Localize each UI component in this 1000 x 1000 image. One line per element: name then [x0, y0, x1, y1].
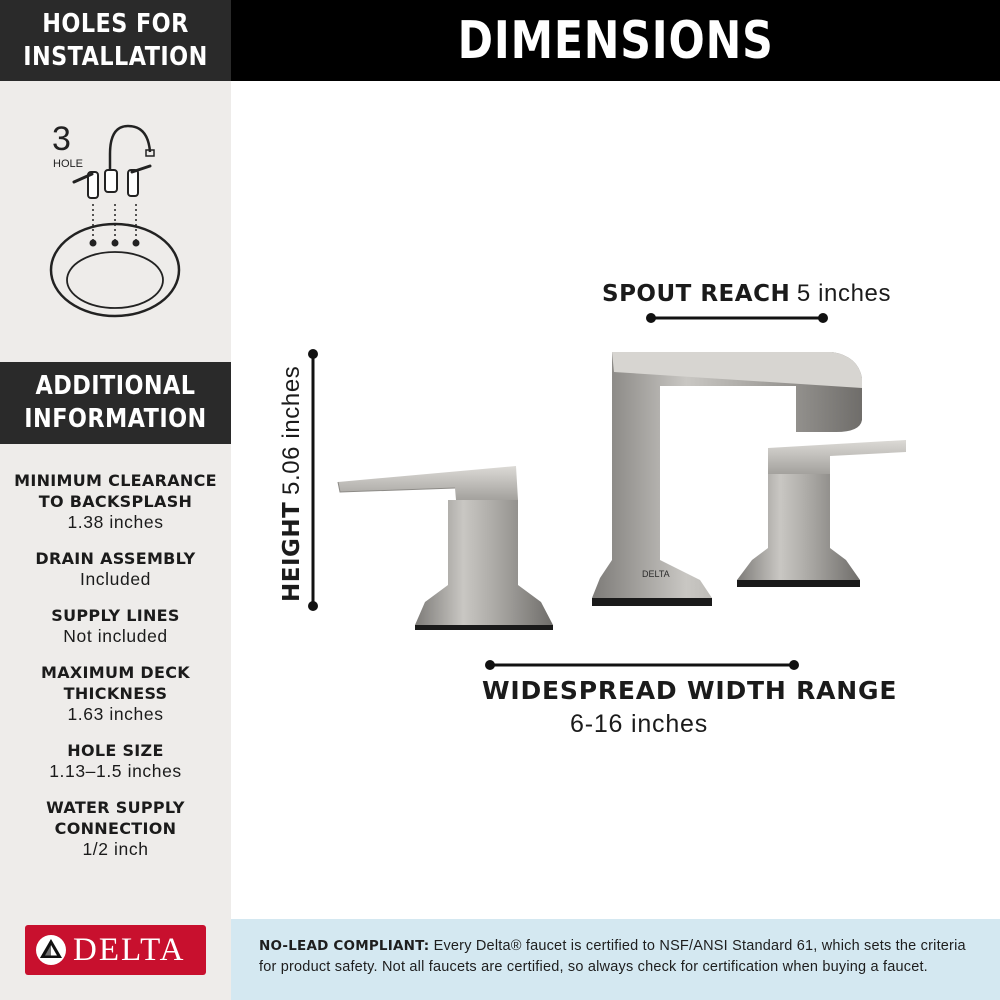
- spec-value: 1/2 inch: [82, 839, 149, 859]
- no-lead-compliance-note: [231, 919, 1000, 1000]
- faucet-brand-mark: DELTA: [642, 569, 670, 579]
- width-range-value: 6-16 inches: [570, 710, 709, 738]
- spec-label: MINIMUM CLEARANCE: [14, 471, 217, 490]
- spec-value: 1.38 inches: [67, 512, 164, 532]
- holes-header-line-2: INSTALLATION: [23, 41, 208, 72]
- page-title: DIMENSIONS: [457, 10, 774, 71]
- spout-reach-value: 5 inches: [796, 280, 892, 307]
- delta-logo-text: DELTA: [73, 931, 186, 968]
- delta-triangle-logo-icon: [35, 934, 67, 966]
- widespread-faucet-product-image: [338, 352, 906, 630]
- spec-value: 1.63 inches: [67, 704, 164, 724]
- hole-label-text: HOLE: [53, 158, 83, 170]
- height-title: HEIGHT: [279, 501, 305, 602]
- spec-value: Included: [80, 569, 151, 589]
- delta-logo: [25, 925, 206, 975]
- spec-label: HOLE SIZE: [67, 741, 164, 760]
- no-lead-compliant-text: Every Delta® faucet is certified to NSF/ANSI Standard 61, which sets the criteria for product safety. Not all faucets are certified, so always check for certification when buying a faucet.: [259, 938, 966, 975]
- height-value: 5.06 inches: [278, 365, 305, 495]
- spec-label: TO BACKSPLASH: [38, 492, 193, 511]
- hole-count-text: 3: [52, 120, 71, 158]
- width-range-title: WIDESPREAD WIDTH RANGE: [482, 676, 898, 705]
- spec-label: CONNECTION: [54, 819, 177, 838]
- spout-reach-label: [602, 280, 891, 308]
- spec-value: Not included: [63, 626, 168, 646]
- width-dimension-line: [485, 660, 799, 670]
- no-lead-compliant-label: NO-LEAD COMPLIANT:: [259, 938, 430, 954]
- spec-label: THICKNESS: [63, 684, 168, 703]
- height-dimension-line: [308, 349, 318, 611]
- spout-reach-dimension-line: [646, 313, 828, 323]
- info-header-line-1: ADDITIONAL: [35, 371, 196, 401]
- spec-label: DRAIN ASSEMBLY: [35, 549, 196, 568]
- holes-header-line-1: HOLES FOR: [42, 8, 189, 39]
- info-header-line-2: INFORMATION: [24, 404, 207, 434]
- spout-reach-title: SPOUT REACH: [602, 281, 791, 307]
- spec-label: WATER SUPPLY: [46, 798, 185, 817]
- spec-value: 1.13–1.5 inches: [49, 761, 182, 781]
- spec-label: MAXIMUM DECK: [41, 663, 190, 682]
- height-label: [278, 366, 306, 602]
- spec-label: SUPPLY LINES: [51, 606, 180, 625]
